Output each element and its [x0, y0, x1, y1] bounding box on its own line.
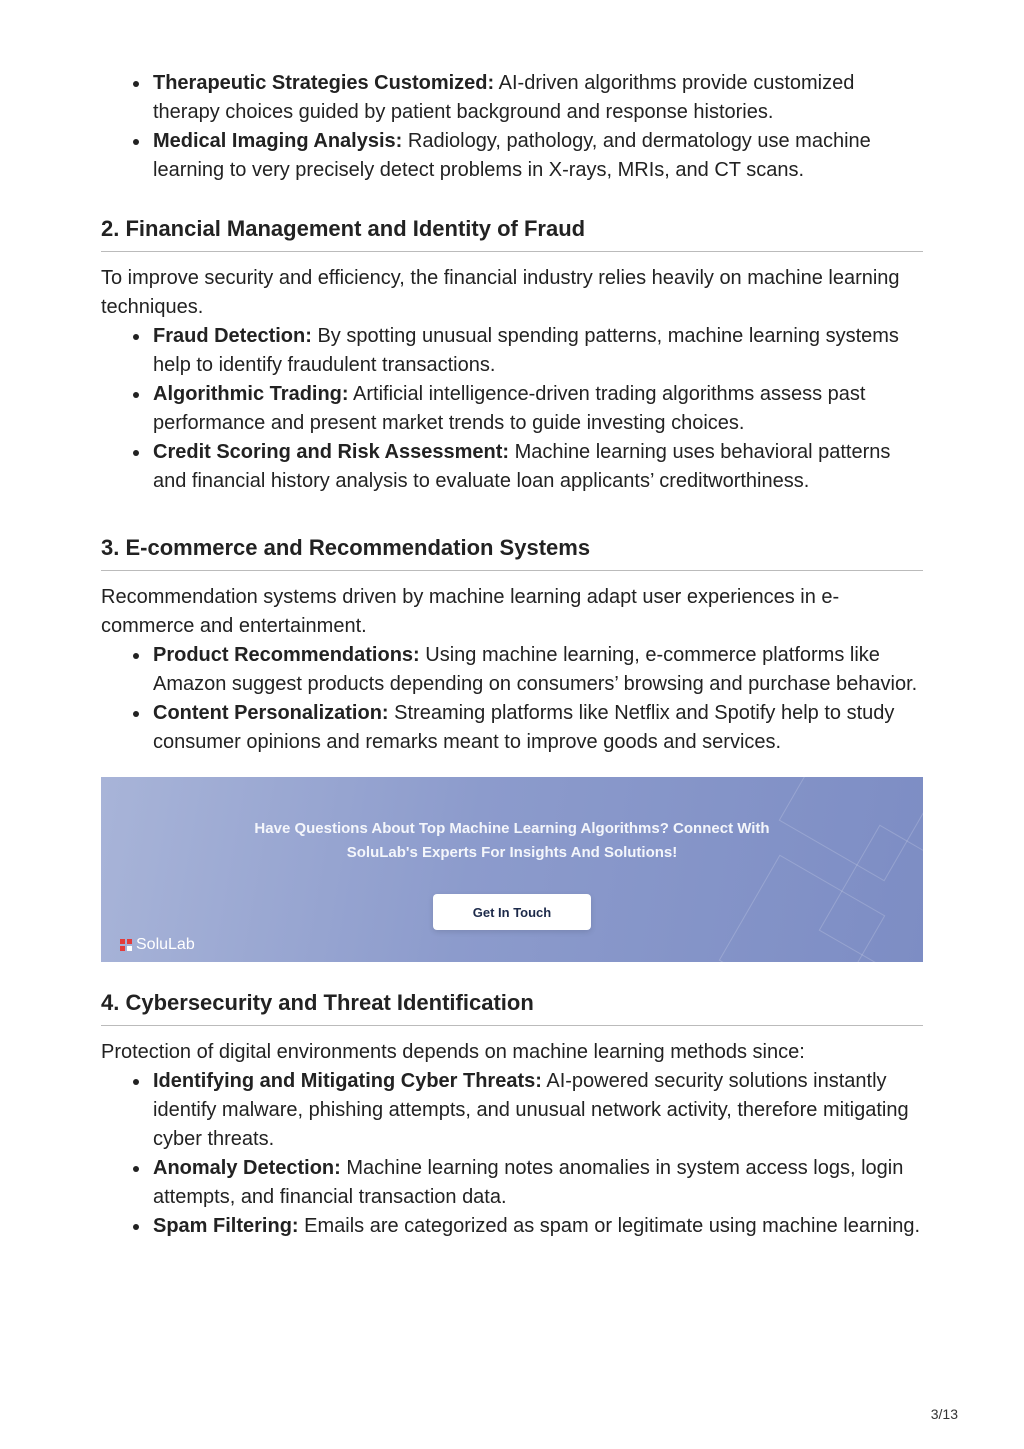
section-heading-finance: 2. Financial Management and Identity of Fraud	[101, 215, 923, 252]
page-number: 3/13	[930, 1406, 958, 1422]
bullet-list-cybersecurity	[101, 1067, 923, 1241]
list-item	[153, 380, 923, 438]
item-term: Spam Filtering:	[153, 1215, 299, 1237]
list-item	[153, 641, 923, 699]
item-term: Credit Scoring and Risk Assessment:	[153, 441, 510, 463]
list-item	[153, 322, 923, 380]
banner-line-1: Have Questions About Top Machine Learning Algorithms? Connect With	[254, 820, 770, 837]
list-item	[153, 1067, 923, 1154]
list-item	[153, 127, 923, 185]
logo-text: SoluLab	[136, 936, 195, 953]
item-text: Emails are categorized as spam or legitimate using machine learning.	[298, 1215, 920, 1237]
cta-banner	[101, 777, 923, 962]
section-heading-cybersecurity: 4. Cybersecurity and Threat Identification	[101, 989, 923, 1026]
item-term: Therapeutic Strategies Customized:	[153, 72, 495, 94]
list-item	[153, 1212, 923, 1241]
document-body	[101, 69, 923, 1241]
item-text: Machine learning uses behavioral patterns and financial history analysis to evaluate loan applicants’ creditworthiness.	[153, 441, 891, 492]
bullet-list-healthcare	[101, 69, 923, 185]
list-item	[153, 1154, 923, 1212]
section-heading-ecommerce: 3. E-commerce and Recommendation Systems	[101, 534, 923, 571]
item-text: Streaming platforms like Netflix and Spotify help to study consumer opinions and remarks meant to improve goods and services.	[153, 702, 895, 753]
item-text: Using machine learning, e-commerce platforms like Amazon suggest products depending on consumers’ browsing and purchase behavior.	[153, 644, 918, 695]
item-text: Artificial intelligence-driven trading algorithms assess past performance and present market trends to guide investing choices.	[153, 383, 866, 434]
item-text: By spotting unusual spending patterns, machine learning systems help to identify fraudulent transactions.	[153, 325, 899, 376]
item-term: Algorithmic Trading:	[153, 383, 349, 405]
section-intro-cybersecurity: Protection of digital environments depends on machine learning methods since:	[101, 1041, 805, 1063]
item-term: Fraud Detection:	[153, 325, 312, 347]
bullet-list-finance	[101, 322, 923, 496]
list-item	[153, 69, 923, 127]
item-term: Content Personalization:	[153, 702, 389, 724]
bullet-list-ecommerce	[101, 641, 923, 757]
item-text: Radiology, pathology, and dermatology use machine learning to very precisely detect problems in X-rays, MRIs, and CT scans.	[153, 130, 871, 181]
banner-line-2: SoluLab's Experts For Insights And Solutions!	[346, 844, 678, 861]
item-term: Anomaly Detection:	[153, 1157, 341, 1179]
item-text: Machine learning notes anomalies in system access logs, login attempts, and financial transaction data.	[153, 1157, 904, 1208]
item-term: Medical Imaging Analysis:	[153, 130, 403, 152]
list-item	[153, 438, 923, 496]
list-item	[153, 699, 923, 757]
banner-message	[101, 817, 923, 865]
get-in-touch-button[interactable]: Get In Touch	[433, 894, 591, 930]
item-text: AI-powered security solutions instantly identify malware, phishing attempts, and unusual network activity, therefore mitigating cyber threats.	[153, 1070, 909, 1150]
item-term: Product Recommendations:	[153, 644, 420, 666]
item-text: AI-driven algorithms provide customized therapy choices guided by patient background and response histories.	[153, 72, 855, 123]
solulab-logo	[120, 936, 195, 954]
section-intro-finance: To improve security and efficiency, the financial industry relies heavily on machine learning techniques.	[101, 267, 900, 318]
item-term: Identifying and Mitigating Cyber Threats:	[153, 1070, 542, 1092]
section-intro-ecommerce: Recommendation systems driven by machine learning adapt user experiences in e-commerce and entertainment.	[101, 586, 840, 637]
solulab-logo-icon	[120, 939, 133, 952]
